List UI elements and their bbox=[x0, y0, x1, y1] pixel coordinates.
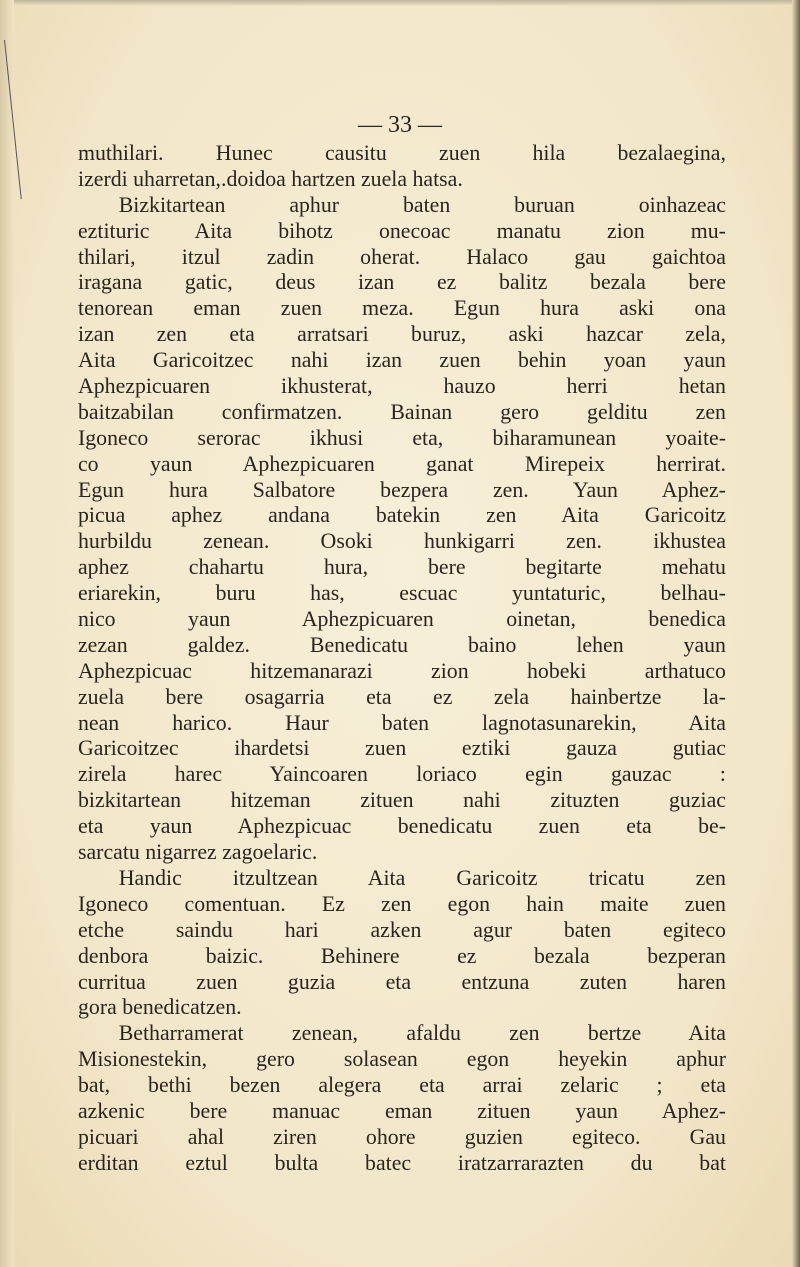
paragraph bbox=[78, 192, 726, 865]
text-line: eta yaun Aphezpicuac benedicatu zuen eta be- bbox=[78, 813, 726, 839]
text-line: eriarekin, buru has, escuac yuntaturic, belhau- bbox=[78, 580, 726, 606]
text-line: curritua zuen guzia eta entzuna zuten haren bbox=[78, 968, 726, 994]
text-line: zirela harec Yaincoaren loriaco egin gauzac : bbox=[78, 761, 726, 787]
text-line: Bizkitartean aphur baten buruan oinhazeac bbox=[118, 191, 726, 217]
text-line: hurbildu zenean. Osoki hunkigarri zen. ikhustea bbox=[78, 528, 726, 554]
text-line: thilari, itzul zadin oherat. Halaco gau gaichtoa bbox=[78, 243, 726, 269]
paragraph bbox=[78, 140, 726, 192]
text-line: picuari ahal ziren ohore guzien egiteco. Gau bbox=[78, 1123, 726, 1149]
text-line: picua aphez andana batekin zen Aita Garicoitz bbox=[78, 502, 726, 528]
text-line: denbora baizic. Behinere ez bezala bezperan bbox=[78, 942, 726, 968]
page-top-edge bbox=[0, 0, 800, 6]
text-line: nean harico. Haur baten lagnotasunarekin, Aita bbox=[78, 709, 726, 735]
text-line: Igoneco comentuan. Ez zen egon hain maite zuen bbox=[78, 890, 726, 916]
text-line: muthilari. Hunec causitu zuen hila bezalaegina, bbox=[78, 140, 726, 165]
page-left-edge bbox=[0, 0, 14, 1267]
paragraph bbox=[78, 865, 726, 1020]
text-line: aphez chahartu hura, bere begitarte mehatu bbox=[78, 554, 726, 580]
body-text bbox=[78, 140, 726, 1176]
text-line: zezan galdez. Benedicatu baino lehen yaun bbox=[78, 631, 726, 657]
text-line: erditan eztul bulta batec iratzarrarazten du bat bbox=[78, 1149, 726, 1175]
text-line: Garicoitzec ihardetsi zuen eztiki gauza gutiac bbox=[78, 735, 726, 761]
text-line: bizkitartean hitzeman zituen nahi zituzten guziac bbox=[78, 787, 726, 813]
text-line: nico yaun Aphezpicuaren oinetan, benedica bbox=[78, 606, 726, 632]
paragraph bbox=[78, 1020, 726, 1175]
text-line: Misionestekin, gero solasean egon heyekin aphur bbox=[78, 1046, 726, 1072]
text-line: etche saindu hari azken agur baten egiteco bbox=[78, 916, 726, 942]
text-line: izerdi uharretan,.doidoa hartzen zuela hatsa. bbox=[78, 165, 463, 191]
text-line: co yaun Aphezpicuaren ganat Mirepeix herrirat. bbox=[78, 450, 726, 476]
page-right-edge bbox=[792, 0, 800, 1267]
text-line: Handic itzultzean Aita Garicoitz tricatu zen bbox=[118, 864, 726, 890]
text-line: izan zen eta arratsari buruz, aski hazcar zela, bbox=[78, 321, 726, 347]
page-number: — 33 — bbox=[358, 112, 442, 138]
text-line: gora benedicatzen. bbox=[78, 994, 242, 1020]
text-line: iragana gatic, deus izan ez balitz bezala bere bbox=[78, 269, 726, 295]
text-line: Betharramerat zenean, afaldu zen bertze Aita bbox=[118, 1020, 726, 1046]
text-line: Igoneco serorac ikhusi eta, biharamunean yoaite- bbox=[78, 424, 726, 450]
text-line: baitzabilan confirmatzen. Bainan gero gelditu zen bbox=[78, 398, 726, 424]
text-line: zuela bere osagarria eta ez zela hainbertze la- bbox=[78, 683, 726, 709]
text-line: tenorean eman zuen meza. Egun hura aski ona bbox=[78, 295, 726, 321]
text-line: Egun hura Salbatore bezpera zen. Yaun Aphez- bbox=[78, 476, 726, 502]
text-line: Aita Garicoitzec nahi izan zuen behin yoan yaun bbox=[78, 347, 726, 373]
text-line: Aphezpicuac hitzemanarazi zion hobeki arthatuco bbox=[78, 657, 726, 683]
text-line: sarcatu nigarrez zagoelaric. bbox=[78, 839, 318, 865]
text-line: azkenic bere manuac eman zituen yaun Aphez- bbox=[78, 1097, 726, 1123]
text-line: eztituric Aita bihotz onecoac manatu zion mu- bbox=[78, 217, 726, 243]
text-line: Aphezpicuaren ikhusterat, hauzo herri hetan bbox=[78, 373, 726, 399]
text-line: bat, bethi bezen alegera eta arrai zelaric ; eta bbox=[78, 1072, 726, 1098]
